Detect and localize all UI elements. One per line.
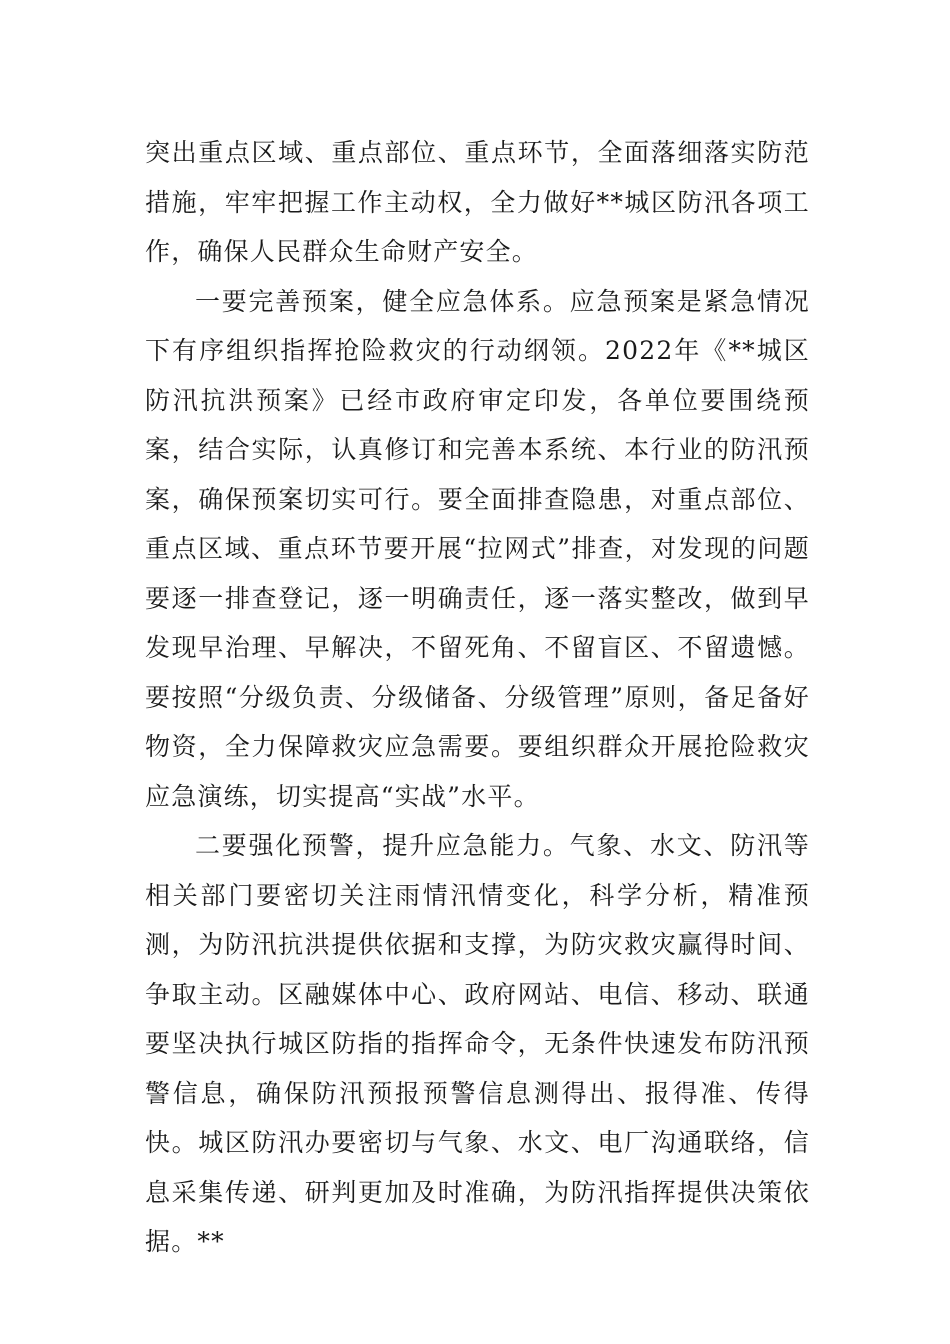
paragraph-continuation: 突出重点区域、重点部位、重点环节，全面落细落实防范措施，牢牢把握工作主动权，全力做好**城区防汛各项工作，确保人民群众生命财产安全。 [145,138,810,266]
paragraph-strengthen-warning: 二要强化预警，提升应急能力。气象、水文、防汛等相关部门要密切关注雨情汛情变化，科学分析，精准预测，为防汛抗洪提供依据和支撑，为防灾救灾赢得时间、争取主动。区融媒体中心、政府网站、电信、移动、联通要坚决执行城区防指的指挥命令，无条件快速发布防汛预警信息，确保防汛预报预警信息测得出、报得准、传得快。城区防汛办要密切与气象、水文、电厂沟通联络，信息采集传递、研判更加及时准确，为防汛指挥提供决策依据。** [145,831,810,1256]
document-body [145,128,810,1267]
paragraph-improve-plans: 一要完善预案，健全应急体系。应急预案是紧急情况下有序组织指挥抢险救灾的行动纲领。2022年《**城区防汛抗洪预案》已经市政府审定印发，各单位要围绕预案，结合实际，认真修订和完善本系统、本行业的防汛预案，确保预案切实可行。要全面排查隐患，对重点部位、重点区域、重点环节要开展“拉网式”排查，对发现的问题要逐一排查登记，逐一明确责任，逐一落实整改，做到早发现早治理、早解决，不留死角、不留盲区、不留遗憾。要按照“分级负责、分级储备、分级管理”原则，备足备好物资，全力保障救灾应急需要。要组织群众开展抢险救灾应急演练，切实提高“实战”水平。 [145,286,810,811]
